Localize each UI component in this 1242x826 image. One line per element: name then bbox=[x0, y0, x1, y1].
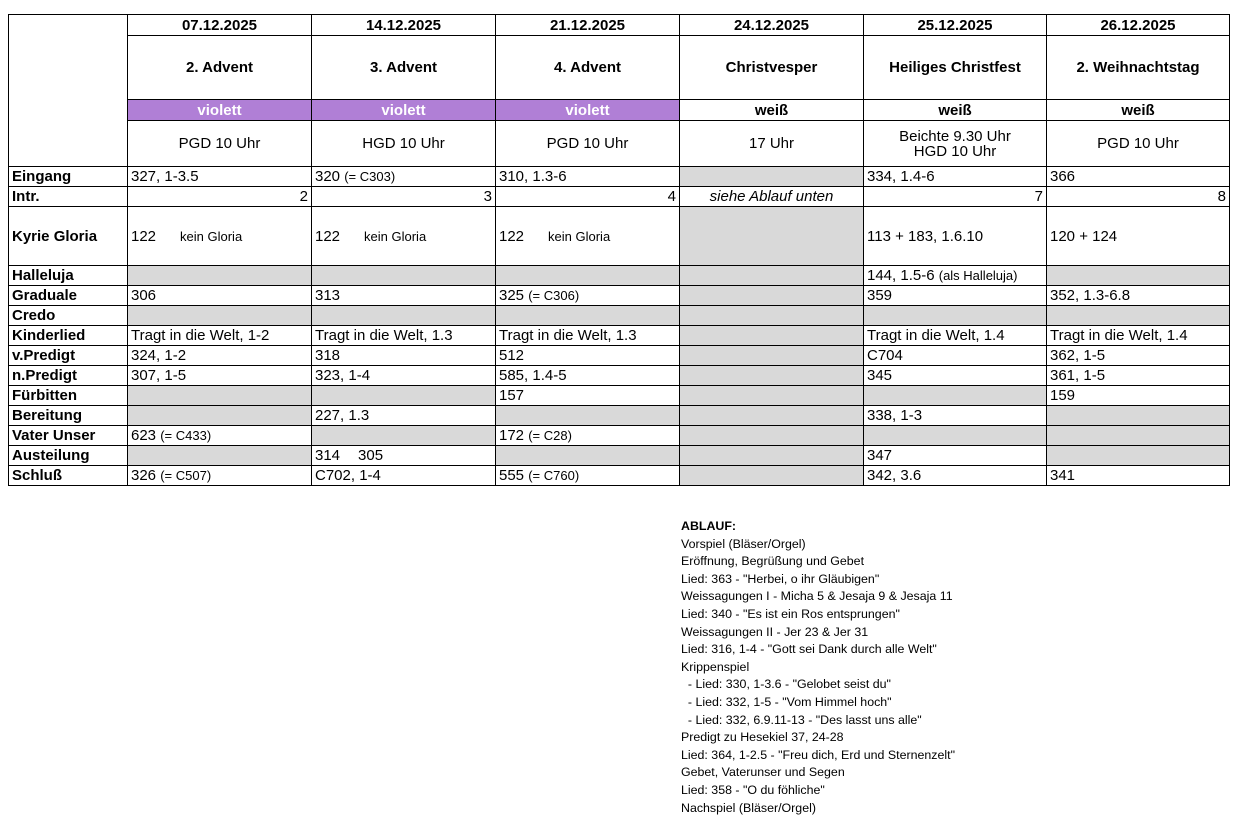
cell-empty bbox=[496, 306, 680, 326]
time-col-6: PGD 10 Uhr bbox=[1047, 121, 1230, 167]
cell: 7 bbox=[864, 187, 1047, 207]
cell: 327, 1-3.5 bbox=[128, 167, 312, 187]
cell-main: 144, 1.5-6 bbox=[867, 267, 935, 284]
cell-main: 623 bbox=[131, 427, 157, 444]
cell bbox=[496, 466, 680, 486]
cell bbox=[312, 167, 496, 187]
cell-empty bbox=[312, 426, 496, 446]
row-label: v.Predigt bbox=[9, 346, 128, 366]
cell-empty bbox=[128, 266, 312, 286]
cell bbox=[128, 207, 312, 266]
cell: 359 bbox=[864, 286, 1047, 306]
cell: C702, 1-4 bbox=[312, 466, 496, 486]
cell-empty bbox=[312, 266, 496, 286]
row-label: Halleluja bbox=[9, 266, 128, 286]
row-vpredigt bbox=[9, 346, 1230, 366]
ablauf-line: Predigt zu Hesekiel 37, 24-28 bbox=[681, 730, 844, 745]
cell-empty bbox=[680, 207, 864, 266]
cell-empty bbox=[1047, 426, 1230, 446]
header-date-row bbox=[9, 15, 1230, 36]
row-bereitung bbox=[9, 406, 1230, 426]
cell: 341 bbox=[1047, 466, 1230, 486]
row-schluss bbox=[9, 466, 1230, 486]
cell-second: 305 bbox=[358, 447, 384, 464]
cell-empty bbox=[680, 266, 864, 286]
ablauf-line: - Lied: 332, 6.9.11-13 - "Des lasst uns alle" bbox=[681, 712, 922, 727]
cell-empty bbox=[680, 406, 864, 426]
cell bbox=[312, 446, 496, 466]
cell: 159 bbox=[1047, 386, 1230, 406]
cell-empty bbox=[496, 406, 680, 426]
cell: 2 bbox=[128, 187, 312, 207]
cell: 8 bbox=[1047, 187, 1230, 207]
row-austeilung bbox=[9, 446, 1230, 466]
cell: 227, 1.3 bbox=[312, 406, 496, 426]
cell: C704 bbox=[864, 346, 1047, 366]
date-col-5: 25.12.2025 bbox=[864, 15, 1047, 36]
date-col-3: 21.12.2025 bbox=[496, 15, 680, 36]
ablauf-section bbox=[681, 518, 955, 817]
time-col-1: PGD 10 Uhr bbox=[128, 121, 312, 167]
cell bbox=[496, 207, 680, 266]
cell: 323, 1-4 bbox=[312, 366, 496, 386]
cell: 347 bbox=[864, 446, 1047, 466]
ablauf-line: Lied: 340 - "Es ist ein Ros entsprungen" bbox=[681, 606, 900, 621]
cell-note: (= C306) bbox=[528, 288, 580, 303]
cell-note: (= C28) bbox=[528, 428, 572, 443]
cell: 352, 1.3-6.8 bbox=[1047, 286, 1230, 306]
row-kinderlied bbox=[9, 326, 1230, 346]
ablauf-line: Weissagungen II - Jer 23 & Jer 31 bbox=[681, 624, 869, 639]
row-fuerbitten bbox=[9, 386, 1230, 406]
cell: 345 bbox=[864, 366, 1047, 386]
row-label: Vater Unser bbox=[9, 426, 128, 446]
cell: 157 bbox=[496, 386, 680, 406]
cell-empty bbox=[128, 306, 312, 326]
row-credo bbox=[9, 306, 1230, 326]
date-col-4: 24.12.2025 bbox=[680, 15, 864, 36]
cell: 113 + 183, 1.6.10 bbox=[864, 207, 1047, 266]
row-label: n.Predigt bbox=[9, 366, 128, 386]
ablauf-line: - Lied: 332, 1-5 - "Vom Himmel hoch" bbox=[681, 694, 892, 709]
color-col-3: violett bbox=[496, 100, 680, 121]
cell: 120 + 124 bbox=[1047, 207, 1230, 266]
row-intr bbox=[9, 187, 1230, 207]
cell bbox=[128, 466, 312, 486]
cell-main: 314 bbox=[315, 447, 341, 464]
color-col-5: weiß bbox=[864, 100, 1047, 121]
row-label: Kinderlied bbox=[9, 326, 128, 346]
color-col-4: weiß bbox=[680, 100, 864, 121]
cell-note: kein Gloria bbox=[548, 228, 611, 244]
cell bbox=[128, 426, 312, 446]
ablauf-line: Vorspiel (Bläser/Orgel) bbox=[681, 536, 806, 551]
cell-empty bbox=[1047, 406, 1230, 426]
ablauf-line: - Lied: 330, 1-3.6 - "Gelobet seist du" bbox=[681, 677, 891, 692]
cell-empty bbox=[1047, 446, 1230, 466]
ablauf-title: ABLAUF: bbox=[681, 519, 737, 533]
cell-empty bbox=[680, 446, 864, 466]
cell: 338, 1-3 bbox=[864, 406, 1047, 426]
cell-main: 555 bbox=[499, 467, 525, 484]
cell-empty bbox=[1047, 306, 1230, 326]
header-name-row bbox=[9, 36, 1230, 100]
cell-main: 172 bbox=[499, 427, 525, 444]
cell-note: (= C760) bbox=[528, 468, 580, 483]
cell bbox=[496, 426, 680, 446]
cell: 306 bbox=[128, 286, 312, 306]
corner-cell bbox=[9, 15, 128, 167]
cell-empty bbox=[496, 266, 680, 286]
time-col-3: PGD 10 Uhr bbox=[496, 121, 680, 167]
row-label: Kyrie Gloria bbox=[9, 207, 128, 266]
color-col-2: violett bbox=[312, 100, 496, 121]
time-col-5-line2: HGD 10 Uhr bbox=[913, 142, 997, 160]
cell-empty bbox=[680, 366, 864, 386]
header-color-row bbox=[9, 100, 1230, 121]
cell-main: 326 bbox=[131, 467, 157, 484]
ablauf-line: Lied: 363 - "Herbei, o ihr Gläubigen" bbox=[681, 571, 880, 586]
cell-note: siehe Ablauf unten bbox=[680, 187, 864, 207]
cell: 324, 1-2 bbox=[128, 346, 312, 366]
date-col-1: 07.12.2025 bbox=[128, 15, 312, 36]
cell: 3 bbox=[312, 187, 496, 207]
row-halleluja bbox=[9, 266, 1230, 286]
cell: 310, 1.3-6 bbox=[496, 167, 680, 187]
color-col-1: violett bbox=[128, 100, 312, 121]
time-col-2: HGD 10 Uhr bbox=[312, 121, 496, 167]
cell: Tragt in die Welt, 1-2 bbox=[128, 326, 312, 346]
row-label: Graduale bbox=[9, 286, 128, 306]
row-label: Fürbitten bbox=[9, 386, 128, 406]
cell: Tragt in die Welt, 1.4 bbox=[864, 326, 1047, 346]
cell: Tragt in die Welt, 1.4 bbox=[1047, 326, 1230, 346]
header-time-row bbox=[9, 121, 1230, 167]
row-eingang bbox=[9, 167, 1230, 187]
ablauf-line: Krippenspiel bbox=[681, 659, 750, 674]
row-graduale bbox=[9, 286, 1230, 306]
cell-main: 122 bbox=[315, 227, 341, 245]
ablauf-line: Eröffnung, Begrüßung und Gebet bbox=[681, 554, 865, 569]
cell: 4 bbox=[496, 187, 680, 207]
row-label: Schluß bbox=[9, 466, 128, 486]
cell-empty bbox=[128, 386, 312, 406]
cell-note: kein Gloria bbox=[180, 228, 243, 244]
cell: 585, 1.4-5 bbox=[496, 366, 680, 386]
cell: 362, 1-5 bbox=[1047, 346, 1230, 366]
cell: 318 bbox=[312, 346, 496, 366]
cell-main: 122 bbox=[499, 227, 525, 245]
name-col-6: 2. Weihnachtstag bbox=[1047, 36, 1230, 100]
cell-note: (als Halleluja) bbox=[938, 268, 1018, 283]
cell-empty bbox=[864, 386, 1047, 406]
cell-empty bbox=[1047, 266, 1230, 286]
cell-note: (= C507) bbox=[160, 468, 212, 483]
row-kyrie bbox=[9, 207, 1230, 266]
name-col-3: 4. Advent bbox=[496, 36, 680, 100]
row-label: Intr. bbox=[9, 187, 128, 207]
name-col-1: 2. Advent bbox=[128, 36, 312, 100]
cell-empty bbox=[680, 466, 864, 486]
cell: Tragt in die Welt, 1.3 bbox=[496, 326, 680, 346]
name-col-4: Christvesper bbox=[680, 36, 864, 100]
row-label: Austeilung bbox=[9, 446, 128, 466]
cell-empty bbox=[680, 386, 864, 406]
cell bbox=[864, 266, 1047, 286]
row-label: Credo bbox=[9, 306, 128, 326]
cell: 361, 1-5 bbox=[1047, 366, 1230, 386]
ablauf-line: Lied: 364, 1-2.5 - "Freu dich, Erd und Sternenzelt" bbox=[681, 747, 955, 762]
time-col-5-line1: Beichte 9.30 Uhr bbox=[899, 127, 1011, 145]
row-vaterunser bbox=[9, 426, 1230, 446]
row-label: Bereitung bbox=[9, 406, 128, 426]
cell-empty bbox=[312, 386, 496, 406]
cell bbox=[496, 286, 680, 306]
color-col-6: weiß bbox=[1047, 100, 1230, 121]
ablauf-line: Lied: 316, 1-4 - "Gott sei Dank durch alle Welt" bbox=[681, 642, 937, 657]
cell: 342, 3.6 bbox=[864, 466, 1047, 486]
cell-note: kein Gloria bbox=[364, 228, 427, 244]
date-col-2: 14.12.2025 bbox=[312, 15, 496, 36]
time-col-4: 17 Uhr bbox=[680, 121, 864, 167]
cell: 307, 1-5 bbox=[128, 366, 312, 386]
cell-empty bbox=[128, 446, 312, 466]
cell-main: 122 bbox=[131, 227, 157, 245]
cell: 366 bbox=[1047, 167, 1230, 187]
cell-empty bbox=[496, 446, 680, 466]
cell bbox=[312, 207, 496, 266]
cell-empty bbox=[680, 346, 864, 366]
name-col-5: Heiliges Christfest bbox=[864, 36, 1047, 100]
cell-main: 325 bbox=[499, 287, 525, 304]
cell-empty bbox=[128, 406, 312, 426]
cell-empty bbox=[312, 306, 496, 326]
name-col-2: 3. Advent bbox=[312, 36, 496, 100]
time-col-5 bbox=[864, 121, 1047, 167]
cell-empty bbox=[680, 306, 864, 326]
cell: 512 bbox=[496, 346, 680, 366]
cell-empty bbox=[680, 426, 864, 446]
date-col-6: 26.12.2025 bbox=[1047, 15, 1230, 36]
cell: 313 bbox=[312, 286, 496, 306]
cell-empty bbox=[680, 326, 864, 346]
cell-empty bbox=[864, 426, 1047, 446]
cell: 334, 1.4-6 bbox=[864, 167, 1047, 187]
ablauf-line: Nachspiel (Bläser/Orgel) bbox=[681, 800, 816, 815]
ablauf-line: Weissagungen I - Micha 5 & Jesaja 9 & Jesaja 11 bbox=[681, 589, 953, 604]
row-label: Eingang bbox=[9, 167, 128, 187]
ablauf-line: Gebet, Vaterunser und Segen bbox=[681, 765, 845, 780]
cell-note: (= C303) bbox=[344, 169, 396, 184]
cell: Tragt in die Welt, 1.3 bbox=[312, 326, 496, 346]
cell-empty bbox=[680, 286, 864, 306]
ablauf-line: Lied: 358 - "O du föhliche" bbox=[681, 782, 825, 797]
cell-note: (= C433) bbox=[160, 428, 212, 443]
cell-main: 320 bbox=[315, 168, 341, 185]
cell-empty bbox=[680, 167, 864, 187]
cell-empty bbox=[864, 306, 1047, 326]
gottesdienst-plan-table bbox=[8, 14, 1230, 486]
row-npredigt bbox=[9, 366, 1230, 386]
